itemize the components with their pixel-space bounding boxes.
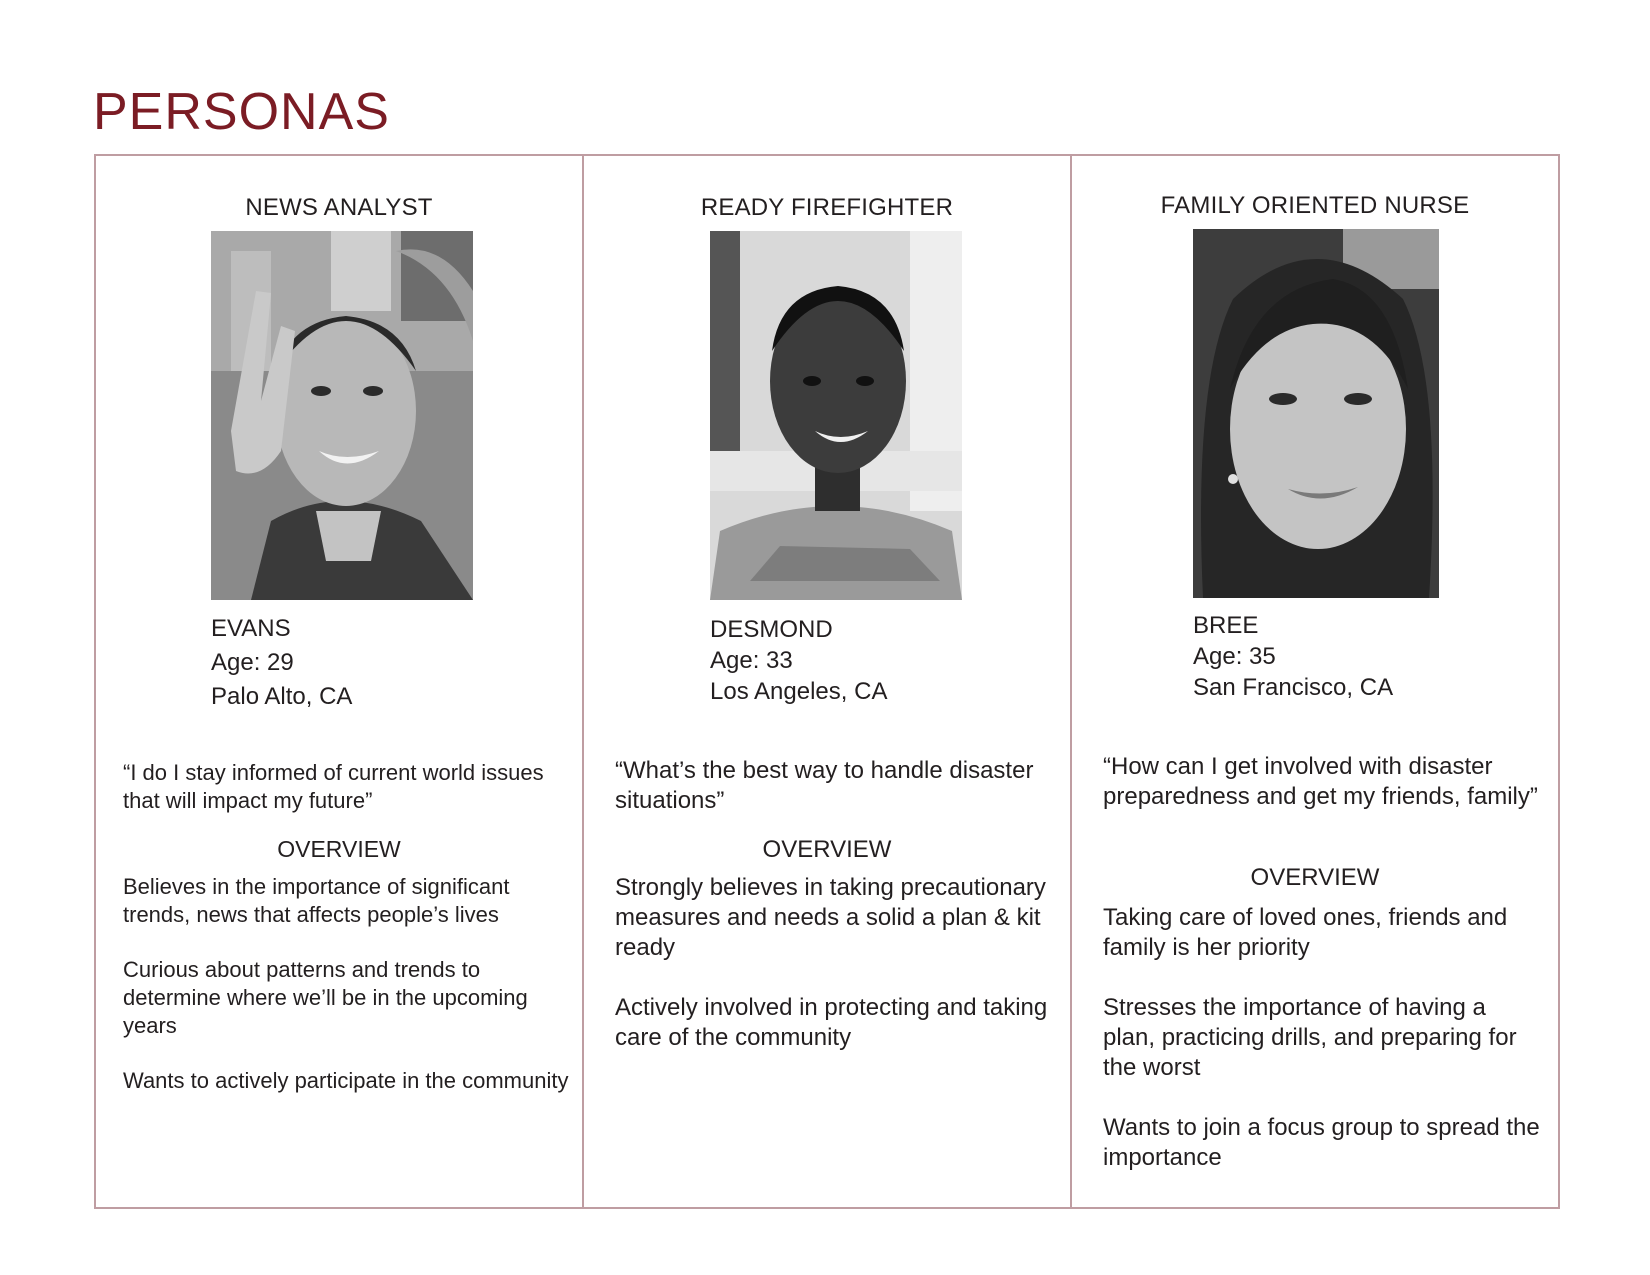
persona-photo-desmond [710,231,962,600]
persona-location: Palo Alto, CA [211,683,353,710]
overview-item: Actively involved in protecting and taking care of the community [615,994,1048,1051]
portrait-image [1193,229,1439,598]
overview-item: Wants to actively participate in the community [123,1068,569,1093]
overview-item: Believes in the importance of significant trends, news that affects people’s lives [123,874,510,927]
overview-item: Strongly believes in taking precautionary measures and needs a solid a plan & kit ready [615,874,1046,961]
persona-age: Age: 33 [710,647,793,674]
overview-heading: OVERVIEW [762,836,892,863]
persona-card-evans [96,156,582,1207]
overview-heading: OVERVIEW [1250,864,1380,891]
persona-role: NEWS ANALYST [245,194,433,221]
overview-item: Wants to join a focus group to spread the importance [1103,1114,1540,1171]
persona-photo-bree [1193,229,1439,598]
persona-age: Age: 29 [211,649,294,676]
persona-info [710,614,887,707]
persona-quote: “What’s the best way to handle disaster situations” [615,757,1034,814]
persona-name: BREE [1193,612,1259,639]
persona-card-desmond [582,156,1070,1207]
persona-info [1193,610,1393,703]
persona-name: EVANS [211,615,291,642]
persona-role: FAMILY ORIENTED NURSE [1160,192,1470,219]
overview-list [1103,903,1543,1203]
persona-card-bree [1070,156,1558,1207]
overview-list [615,873,1055,1083]
persona-role: READY FIREFIGHTER [700,194,954,221]
persona-info [211,612,352,714]
persona-quote: “How can I get involved with disaster preparedness and get my friends, family” [1103,753,1538,810]
persona-grid [94,154,1560,1209]
overview-heading: OVERVIEW [277,836,401,862]
page-title: PERSONAS [93,83,390,141]
persona-quote: “I do I stay informed of current world issues that will impact my future” [123,760,544,813]
persona-location: San Francisco, CA [1193,674,1394,701]
portrait-image [211,231,473,600]
overview-item: Taking care of loved ones, friends and family is her priority [1103,904,1508,961]
persona-name: DESMOND [710,616,833,643]
persona-location: Los Angeles, CA [710,678,888,705]
overview-item: Stresses the importance of having a plan, practicing drills, and preparing for the worst [1103,994,1517,1081]
overview-list [123,873,573,1122]
persona-photo-evans [211,231,473,600]
portrait-image [710,231,962,600]
overview-item: Curious about patterns and trends to determine where we’ll be in the upcoming years [123,957,528,1038]
persona-age: Age: 35 [1193,643,1276,670]
